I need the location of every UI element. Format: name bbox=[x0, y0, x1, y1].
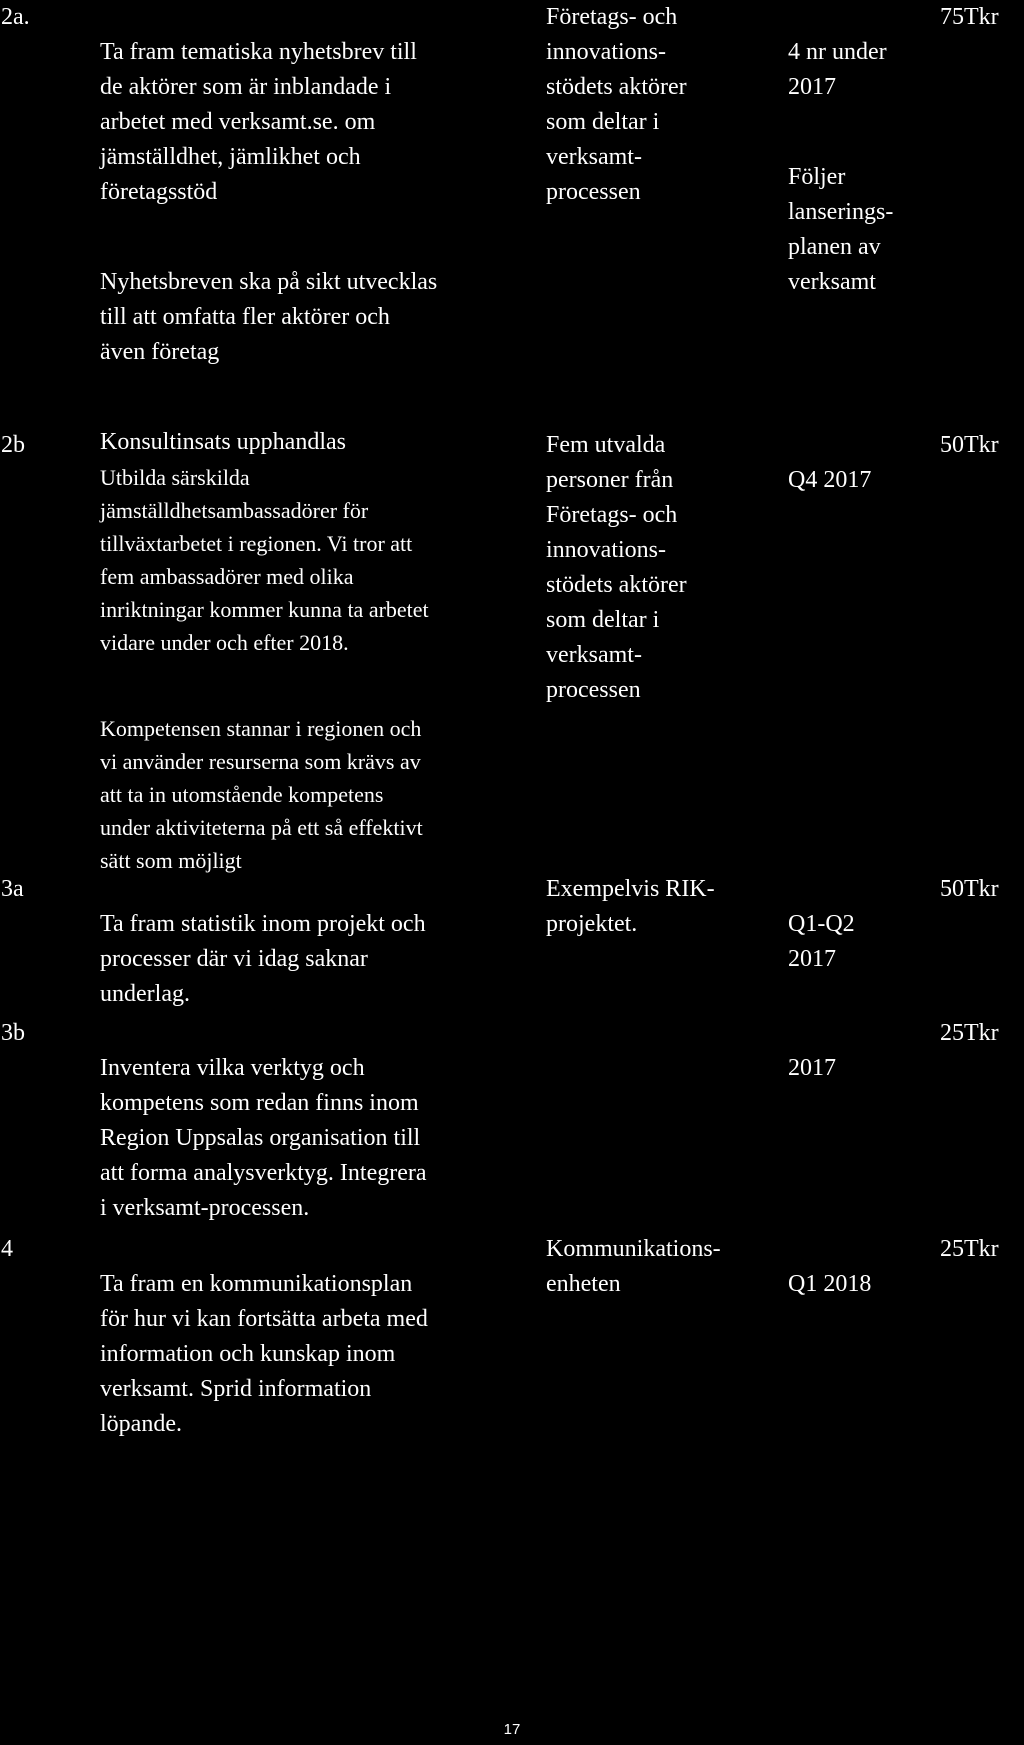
activity-text: Nyhetsbreven ska på sikt utvecklas till att omfatta fler aktörer och även företag bbox=[100, 269, 438, 365]
cost: 50Tkr bbox=[940, 432, 999, 458]
cost: 75Tkr bbox=[940, 4, 999, 30]
timeframe-text: Q1-Q2 2017 bbox=[788, 911, 855, 972]
target-group: Fem utvalda personer från Företags- och innovations- stödets aktörer som deltar i verksamt- processen bbox=[546, 432, 687, 703]
activity-text: Ta fram tematiska nyhetsbrev till de aktörer som är inblandade i arbetet med verksamt.se. om jämställdhet, jämlikhet och företagsstöd bbox=[100, 39, 417, 205]
row-id: 3b bbox=[1, 1020, 25, 1046]
target-group: Kommunikations- enheten bbox=[546, 1236, 721, 1297]
row-id: 3a bbox=[1, 876, 24, 902]
timeframe-cell bbox=[788, 0, 918, 335]
timeframe-cell bbox=[788, 1016, 918, 1121]
cost: 25Tkr bbox=[940, 1020, 999, 1046]
timeframe-text: Följer lanserings- planen av verksamt bbox=[788, 164, 894, 295]
row-id: 4 bbox=[1, 1236, 13, 1262]
timeframe-text: 4 nr under 2017 bbox=[788, 39, 887, 100]
timeframe-cell bbox=[788, 1232, 918, 1337]
activity-text: Ta fram statistik inom projekt och processer där vi idag saknar underlag. bbox=[100, 911, 426, 1007]
activity-text: Konsultinsats upphandlas bbox=[100, 429, 346, 455]
row-id: 2a. bbox=[1, 4, 30, 30]
activity-cell bbox=[100, 1016, 520, 1261]
cost: 50Tkr bbox=[940, 876, 999, 902]
activity-cell bbox=[100, 428, 520, 910]
activity-text: Inventera vilka verktyg och kompetens som redan finns inom Region Uppsalas organisation till att forma analysverktyg. Integrera i verksamt-processen. bbox=[100, 1055, 427, 1221]
activity-text: Ta fram en kommunikationsplan för hur vi kan fortsätta arbeta med information och kunskap inom verksamt. Sprid information löpande. bbox=[100, 1271, 428, 1437]
activity-cell bbox=[100, 1232, 520, 1477]
timeframe-text: 2017 bbox=[788, 1055, 836, 1081]
target-group: Exempelvis RIK- projektet. bbox=[546, 876, 715, 937]
timeframe-text: Q1 2018 bbox=[788, 1271, 872, 1297]
activity-cell bbox=[100, 0, 520, 495]
activity-text: Kompetensen stannar i regionen och vi använder resurserna som krävs av att ta in utomstående kompetens under aktiviteterna på ett så effektivt sätt som möjligt bbox=[100, 716, 423, 873]
timeframe-text: Q4 2017 bbox=[788, 467, 872, 493]
target-group: Företags- och innovations- stödets aktörer som deltar i verksamt- processen bbox=[546, 4, 687, 205]
timeframe-cell bbox=[788, 428, 918, 533]
cost: 25Tkr bbox=[940, 1236, 999, 1262]
activity-text: Utbilda särskilda jämställdhetsambassadörer för tillväxtarbetet i regionen. Vi tror att fem ambassadörer med olika inriktningar kommer kunna ta arbetet vidare under och efter 2018. bbox=[100, 465, 429, 655]
page-number: 17 bbox=[503, 1721, 521, 1738]
row-id: 2b bbox=[1, 432, 25, 458]
timeframe-cell bbox=[788, 872, 918, 1012]
